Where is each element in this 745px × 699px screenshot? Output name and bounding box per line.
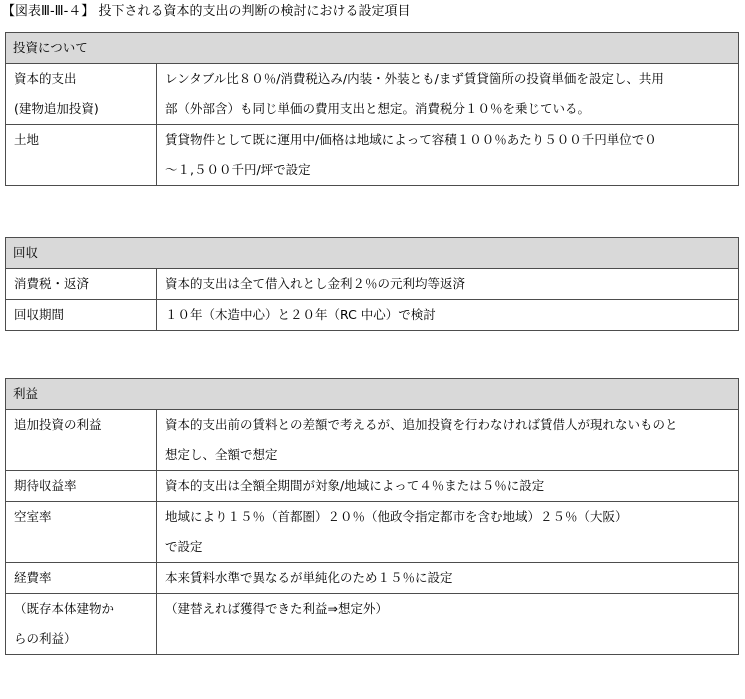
table-row xyxy=(6,125,739,186)
label-line: 消費税・返済 xyxy=(14,276,90,291)
section-recovery-table xyxy=(5,237,739,331)
text-line: 資本的支出は全額全期間が対象/地域によって４％または５％に設定 xyxy=(165,478,545,493)
row-text xyxy=(157,300,739,331)
table-row xyxy=(6,410,739,471)
row-label xyxy=(6,300,157,331)
section-header: 回収 xyxy=(6,238,739,269)
row-label xyxy=(6,64,157,125)
label-line: 経費率 xyxy=(14,570,52,585)
row-text xyxy=(157,594,739,655)
page-title: 【図表Ⅲ-Ⅲ-４】 投下される資本的支出の判断の検討における設定項目 xyxy=(2,4,411,19)
row-text xyxy=(157,563,739,594)
row-label xyxy=(6,471,157,502)
table-row xyxy=(6,269,739,300)
label-line: 回収期間 xyxy=(14,307,65,322)
text-line: 部（外部含）も同じ単価の費用支出と想定。消費税分１０％を乗じている。 xyxy=(165,101,591,116)
text-line: 地域により１５％（首都圏）２０％（他政令指定都市を含む地域）２５％（大阪） xyxy=(165,509,628,524)
section-header-row xyxy=(6,238,739,269)
row-label xyxy=(6,563,157,594)
row-text xyxy=(157,269,739,300)
row-label xyxy=(6,594,157,655)
label-line: （既存本体建物か xyxy=(14,601,115,616)
label-line: 追加投資の利益 xyxy=(14,417,102,432)
label-line: 空室率 xyxy=(14,509,52,524)
row-text xyxy=(157,471,739,502)
section-header-row xyxy=(6,379,739,410)
text-line: で設定 xyxy=(165,539,203,554)
section-header: 投資について xyxy=(6,33,739,64)
row-text xyxy=(157,125,739,186)
label-line: らの利益） xyxy=(14,631,77,646)
text-line: 賃貸物件として既に運用中/価格は地域によって容積１００％あたり５００千円単位で０ xyxy=(165,132,657,147)
table-row xyxy=(6,64,739,125)
section-investment-table xyxy=(5,32,739,186)
label-line: (建物追加投資) xyxy=(14,101,99,116)
table-row xyxy=(6,502,739,563)
label-line: 期待収益率 xyxy=(14,478,77,493)
row-label xyxy=(6,502,157,563)
row-label xyxy=(6,269,157,300)
row-text xyxy=(157,64,739,125)
text-line: 資本的支出前の賃料との差額で考えるが、追加投資を行わなければ賃借人が現れないものと xyxy=(165,417,678,432)
section-profit-table xyxy=(5,378,739,655)
label-line: 資本的支出 xyxy=(14,71,77,86)
table-row xyxy=(6,300,739,331)
table-row xyxy=(6,594,739,655)
row-label xyxy=(6,410,157,471)
row-text xyxy=(157,410,739,471)
text-line: 資本的支出は全て借入れとし金利２％の元利均等返済 xyxy=(165,276,466,291)
text-line: レンタブル比８０％/消費税込み/内装・外装とも/まず賃貸箇所の投資単価を設定し、共用 xyxy=(165,71,664,86)
label-line: 土地 xyxy=(14,132,40,147)
section-header-row xyxy=(6,33,739,64)
text-line: 本来賃料水準で異なるが単純化のため１５％に設定 xyxy=(165,570,453,585)
text-line: ～１,５００千円/坪で設定 xyxy=(165,162,311,177)
text-line: （建替えれば獲得できた利益⇒想定外） xyxy=(165,601,388,616)
section-header: 利益 xyxy=(6,379,739,410)
table-row xyxy=(6,563,739,594)
row-text xyxy=(157,502,739,563)
text-line: １０年（木造中心）と２０年（RC 中心）で検討 xyxy=(165,307,436,322)
table-row xyxy=(6,471,739,502)
text-line: 想定し、全額で想定 xyxy=(165,447,278,462)
row-label xyxy=(6,125,157,186)
